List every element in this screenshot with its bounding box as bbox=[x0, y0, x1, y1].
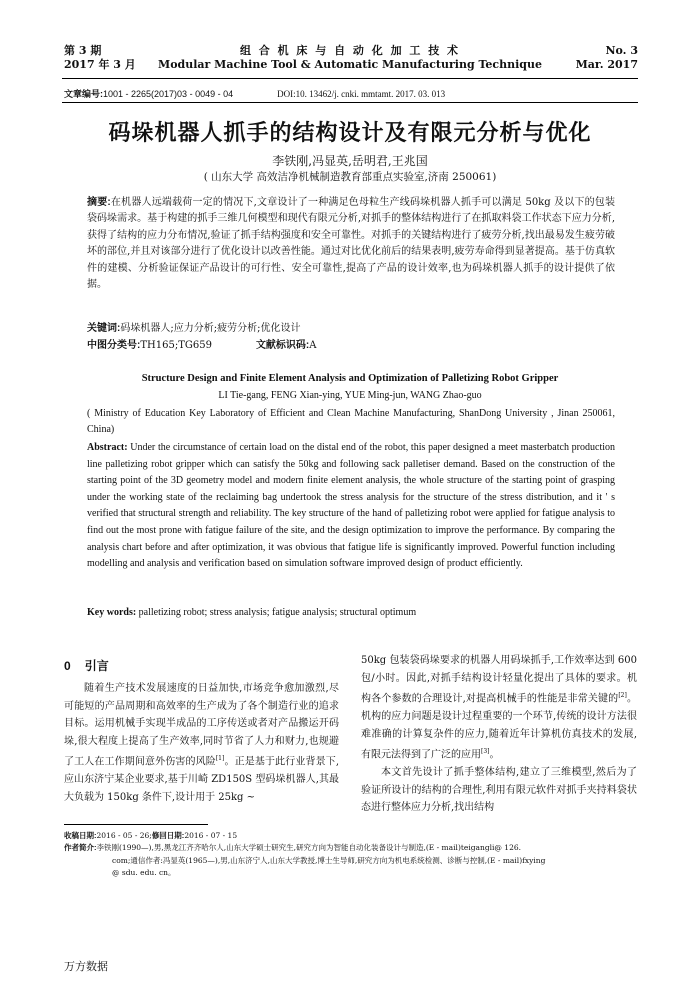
english-abstract bbox=[87, 440, 615, 573]
ref-2[interactable]: [2] bbox=[618, 692, 627, 700]
keywords-cn bbox=[87, 319, 300, 334]
authors: 李铁刚,冯显英,岳明君,王兆国 bbox=[272, 154, 428, 168]
col2-text-c: 。 bbox=[489, 749, 500, 761]
english-keywords bbox=[87, 607, 416, 618]
issue-cn: 第 3 期 bbox=[64, 44, 102, 57]
keywords-cn-label: 关键词: bbox=[87, 323, 121, 334]
english-keywords-text: palletizing robot; stress analysis; fatigue analysis; structural optimum bbox=[136, 607, 417, 618]
abstract-cn-label: 摘要: bbox=[87, 197, 111, 208]
col2-text-b: 。机构的应力问题是设计过程重要的一个环节,传统的设计方法很难准确的计算复杂件的应力,随着近年计算机仿真技术的发展,有限元法得到了广泛的应用 bbox=[361, 693, 638, 761]
english-abstract-label: Abstract: bbox=[87, 442, 128, 453]
doi: DOI:10. 13462/j. cnki. mmtamt. 2017. 03. 013 bbox=[277, 89, 446, 99]
english-title: Structure Design and Finite Element Analysis and Optimization of Palletizing Robot Gripper bbox=[141, 373, 559, 384]
date-en: Mar. 2017 bbox=[575, 58, 638, 71]
body-column-left bbox=[64, 680, 339, 806]
date-cn: 2017 年 3 月 bbox=[64, 58, 136, 71]
journal-title-cn: 组 合 机 床 与 自 动 化 加 工 技 术 bbox=[239, 44, 461, 57]
article-meta bbox=[64, 87, 445, 100]
header-divider bbox=[62, 78, 638, 79]
footnote-divider bbox=[64, 824, 208, 825]
received-date: 2016 - 05 - 26; bbox=[96, 831, 152, 840]
bio-line-3: @ sdu. edu. cn。 bbox=[112, 868, 176, 878]
footnote bbox=[64, 830, 639, 880]
col2-text-a: 50kg 包装袋码垛要求的机器人用码垛抓手,工作效率达到 600 包/小时。因此,对抓手结构设计轻量化提出了具体的要求。机构各个参数的合理设计,对提高机械手的性能是非常关键的 bbox=[361, 655, 637, 705]
bio-line-2: com;通信作者:冯显英(1965—),男,山东济宁人,山东大学教授,博士生导师,研究方向为机电系统检测、诊断与控制,(E - mail)fxying bbox=[112, 855, 546, 865]
section-heading bbox=[64, 657, 109, 674]
footnote-dates bbox=[64, 830, 639, 842]
abstract-cn-text: 在机器人远端载荷一定的情况下,文章设计了一种满足色母粒生产线码垛机器人抓手可以满足 50kg 及以下的包装袋码垛需求。基于构建的抓手三维几何模型和现代有限元分析,对抓手的整体结构进行了在抓取料袋工作状态下应力分析,获得了结构的应力分布情况,验证了抓手结构强度和安全可靠性。对抓手的关键结构进行了疲劳分析,找出最易发生疲劳破坏的部位,并且对该部分进行了优化设计以改善性能。通过对比优化前后的结果表明,疲劳寿命得到显著提高。基于仿真软件的建模、分析验证保证产品设计的可行性、安全可靠性,提高了产品的设计效率,也为码垛机器人抓手的设计提供了依据。 bbox=[87, 197, 615, 291]
header-issue-en bbox=[576, 44, 638, 72]
paper-title: 码垛机器人抓手的结构设计及有限元分析与优化 bbox=[108, 120, 592, 146]
wanfang-watermark: 万方数据 bbox=[64, 961, 108, 973]
bio-label: 作者简介: bbox=[64, 843, 97, 853]
ref-1[interactable]: [1] bbox=[215, 755, 225, 763]
col2-para-1 bbox=[361, 652, 637, 764]
classification bbox=[87, 336, 317, 351]
received-label: 收稿日期: bbox=[64, 831, 97, 840]
meta-divider bbox=[62, 102, 638, 103]
article-no-label: 文章编号: bbox=[64, 89, 103, 99]
issue-en: No. 3 bbox=[605, 44, 638, 57]
section-title: 引言 bbox=[84, 659, 109, 673]
ref-3[interactable]: [3] bbox=[481, 748, 490, 756]
col2-para-2: 本文首先设计了抓手整体结构,建立了三维模型,然后为了验证所设计的结构的合理性,利用有限元软件对抓手夹持料袋状态进行整体应力分析,找出结构 bbox=[361, 767, 637, 814]
revised-date: 2016 - 07 - 15 bbox=[184, 831, 238, 840]
clc-value: TH165;TG659 bbox=[140, 340, 212, 351]
abstract-cn bbox=[87, 195, 615, 293]
clc-label: 中图分类号: bbox=[87, 340, 141, 351]
col1-text-a: 随着生产技术发展速度的日益加快,市场竞争愈加激烈,尽可能短的产品周期和高效率的生产成为了各个制造行业的追求目标。运用机械手实现半成品的工序传送或者对产品搬运开码垛,很大程度上提高了生产效率,同时节省了人力和财力,也规避了工人在工作期间意外伤害的风险 bbox=[64, 683, 339, 768]
col1-text-b: 。正是基于此行业背景下,应山东济宁某企业要求,基于川崎 ZD150S 型码垛机器人,其最大负载为 150kg 条件下,设计用于 25kg ~ bbox=[64, 756, 339, 803]
revised-label: 修回日期: bbox=[151, 831, 185, 840]
english-affiliation: ( Ministry of Education Key Laboratory of Efficient and Clean Machine Manufacturing, ShanDong University , Jinan 250061, China) bbox=[87, 408, 615, 435]
bio-line-1: 李铁刚(1990—),男,黑龙江齐齐哈尔人,山东大学硕士研究生,研究方向为智能自动化装备设计与制造,(E - mail)teigangli@ 126. bbox=[96, 843, 522, 853]
body-column-right bbox=[361, 652, 637, 817]
english-authors: LI Tie-gang, FENG Xian-ying, YUE Ming-jun, WANG Zhao-guo bbox=[218, 390, 482, 401]
doc-code-value: A bbox=[309, 340, 317, 351]
footnote-bio bbox=[64, 842, 639, 879]
article-no: 1001 - 2265(2017)03 - 0049 - 04 bbox=[103, 89, 234, 99]
journal-title-en: Modular Machine Tool & Automatic Manufacturing Technique bbox=[158, 58, 542, 71]
affiliation: ( 山东大学 高效洁净机械制造教育部重点实验室,济南 250061) bbox=[203, 171, 497, 183]
keywords-cn-text: 码垛机器人;应力分析;疲劳分析;优化设计 bbox=[120, 323, 301, 334]
doc-code-label: 文献标识码: bbox=[255, 340, 310, 351]
section-number: 0 bbox=[64, 659, 71, 673]
english-keywords-label: Key words: bbox=[87, 607, 137, 618]
english-abstract-text: Under the circumstance of certain load on the distal end of the robot, this paper designed a meet masterbatch production line palletizing robot gripper which can satisfy the 50kg and following sack palletiser demand. Based on the construction of the starting point of the 3D geometry model and modern finite element analysis, the whole structure of the starting point of grasping under the working state of the reclaiming bag undertook the stress analysis for the structure of the stress distribution, and it ' s verified that structural strength and reliability. The key structure of the hand of palletizing robot were applied for fatigue analysis to find out the most prone with fatigue failure of the site, and the design optimization to improve the performance. By comparing the analysis chart before and after optimization, it was obvious that fatigue life is significantly improved. Powerful function including modelling and analysis and verification based on simulation software improved design of product efficiently. bbox=[87, 442, 615, 570]
